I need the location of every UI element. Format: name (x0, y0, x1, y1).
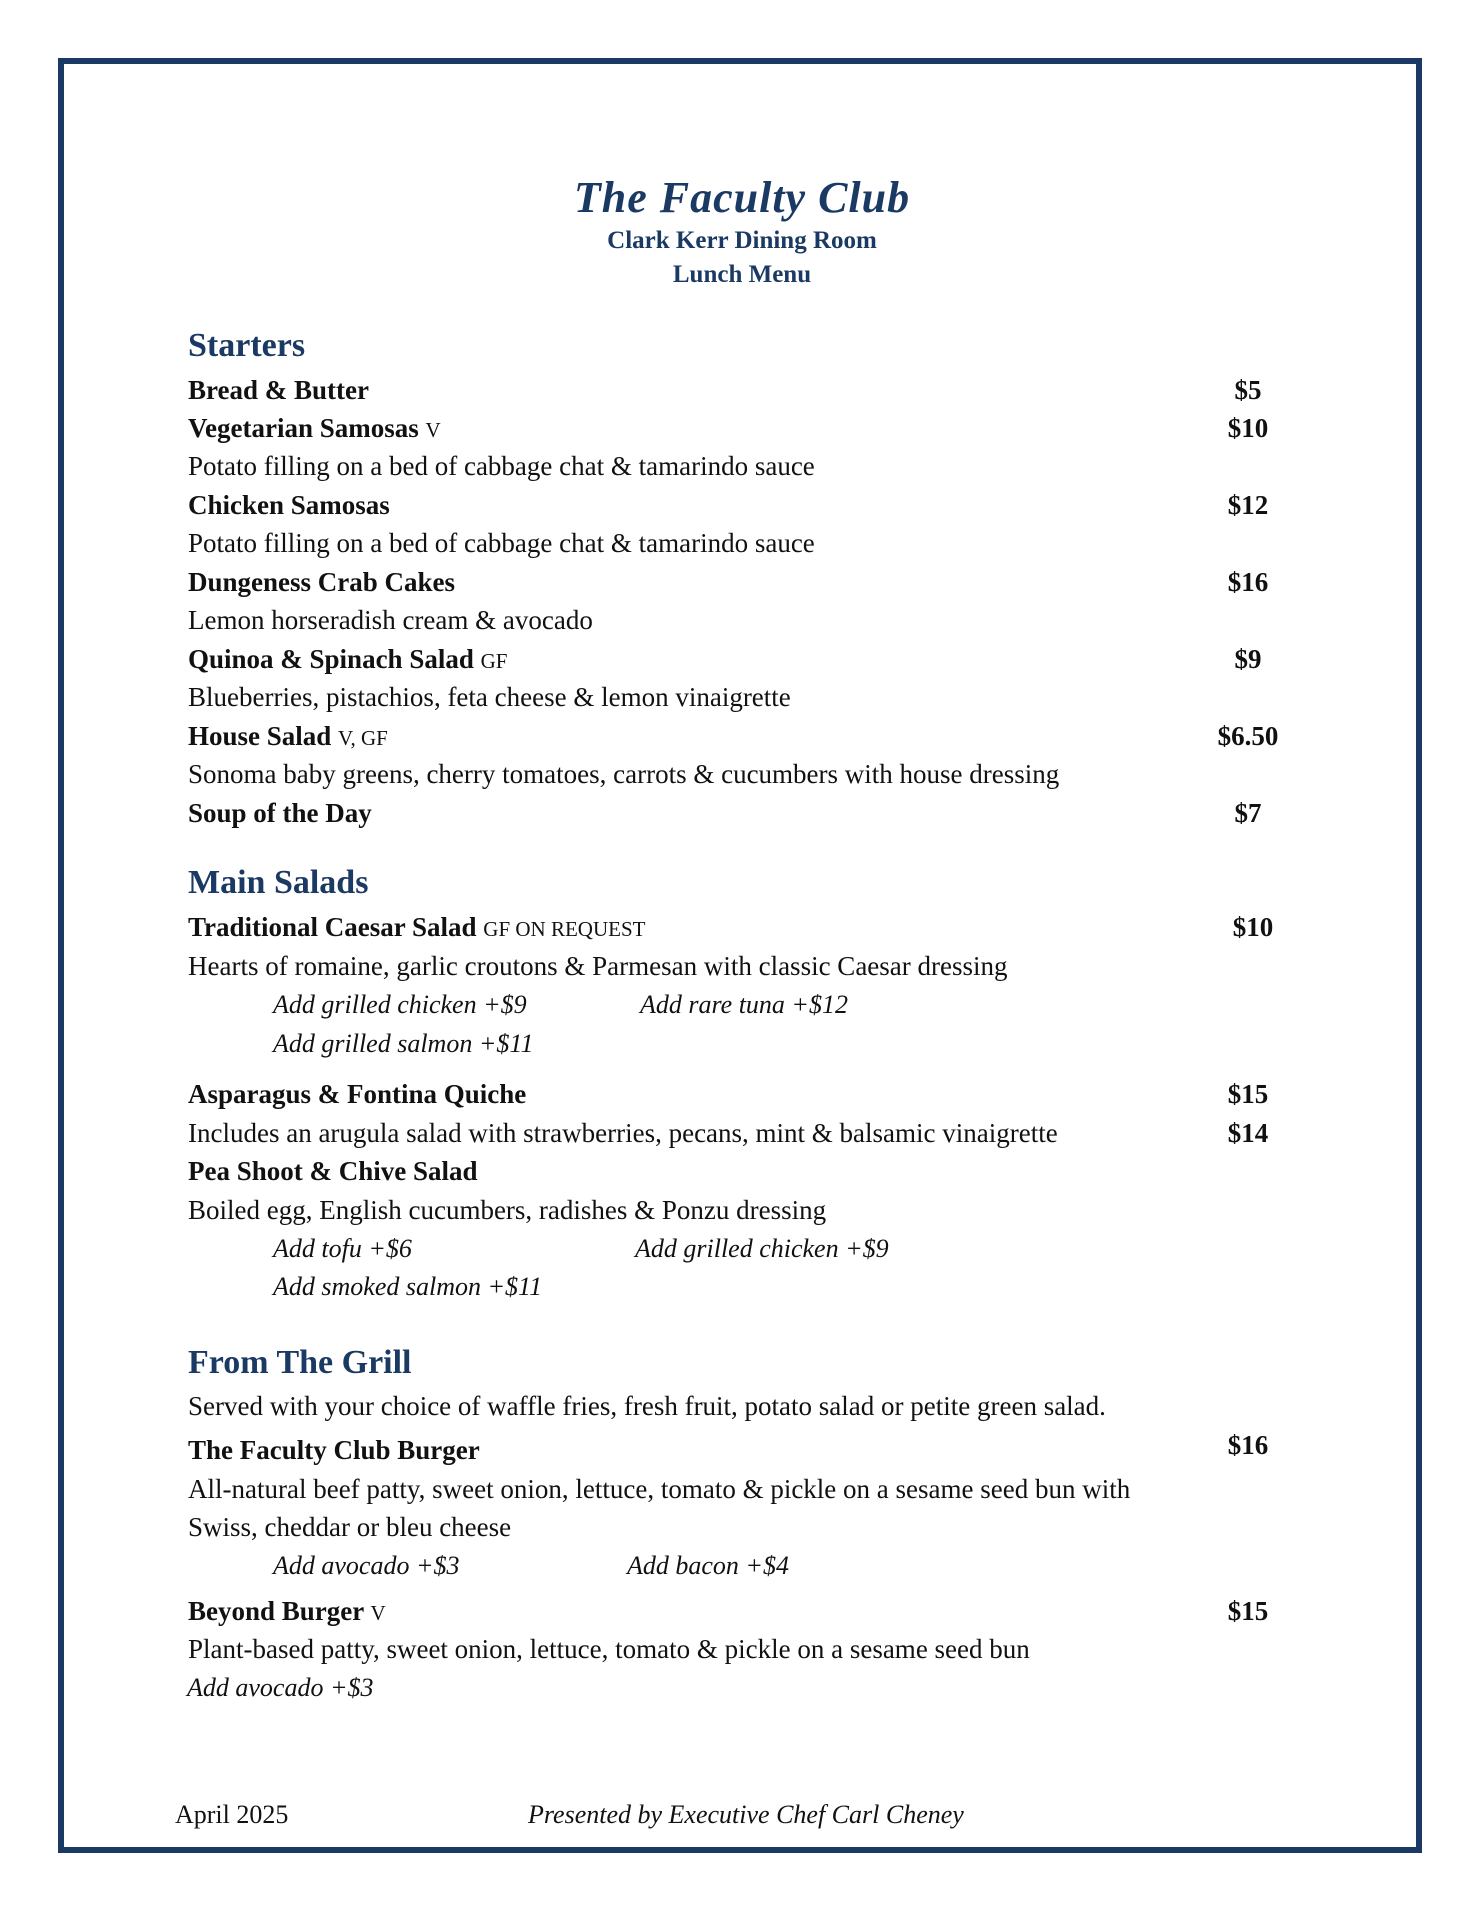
menu-item-name: Vegetarian Samosas V (188, 413, 441, 443)
dietary-tag: V (425, 418, 441, 442)
addon-option: Add avocado +$3 (187, 1673, 374, 1702)
addon-option: Add smoked salmon +$11 (273, 1272, 543, 1301)
menu-date: April 2025 (175, 1800, 289, 1829)
menu-item-name: Asparagus & Fontina Quiche (188, 1079, 527, 1109)
dining-room-name: Clark Kerr Dining Room (607, 227, 877, 254)
chef-credit: Presented by Executive Chef Carl Cheney (528, 1800, 964, 1829)
addon-option: Add rare tuna +$12 (640, 990, 848, 1019)
addon-option: Add grilled chicken +$9 (273, 990, 527, 1019)
menu-type: Lunch Menu (672, 261, 812, 288)
menu-item-price: $15 (1227, 1596, 1269, 1626)
menu-item-description: Blueberries, pistachios, feta cheese & lemon vinaigrette (188, 682, 791, 712)
menu-item-description: Potato filling on a bed of cabbage chat & tamarindo sauce (188, 528, 815, 558)
section-title-starters: Starters (188, 327, 306, 364)
menu-item-name: Traditional Caesar Salad GF ON REQUEST (188, 912, 646, 942)
menu-item-name: The Faculty Club Burger (188, 1435, 480, 1465)
menu-item-name: House Salad V, GF (188, 721, 388, 751)
menu-item-price: $7 (1234, 798, 1262, 828)
section-title-grill: From The Grill (188, 1344, 412, 1381)
menu-item-name: Beyond Burger V (188, 1596, 386, 1626)
menu-item-description: Lemon horseradish cream & avocado (188, 605, 593, 635)
menu-item-description: Plant-based patty, sweet onion, lettuce, tomato & pickle on a sesame seed bun (188, 1634, 1030, 1664)
menu-item-description: Boiled egg, English cucumbers, radishes & Ponzu dressing (188, 1195, 827, 1225)
menu-item-name: Pea Shoot & Chive Salad (188, 1156, 478, 1186)
addon-option: Add avocado +$3 (273, 1551, 460, 1580)
menu-item-price: $16 (1227, 567, 1269, 597)
menu-item-price: $10 (1232, 912, 1274, 942)
dietary-tag: GF (480, 649, 508, 673)
addon-option: Add grilled salmon +$11 (273, 1029, 534, 1058)
addon-option: Add grilled chicken +$9 (635, 1234, 889, 1263)
addon-option: Add tofu +$6 (273, 1234, 412, 1263)
addon-option: Add bacon +$4 (627, 1551, 789, 1580)
menu-item-name: Soup of the Day (188, 798, 372, 828)
menu-item-description: Includes an arugula salad with strawberries, pecans, mint & balsamic vinaigrette (188, 1118, 1058, 1148)
dietary-tag: V (370, 1601, 386, 1625)
menu-item-name: Chicken Samosas (188, 490, 390, 520)
menu-item-price: $10 (1227, 413, 1269, 443)
menu-item-price: $5 (1234, 375, 1262, 405)
menu-item-price: $14 (1227, 1118, 1269, 1148)
menu-item-name: Quinoa & Spinach Salad GF (188, 644, 508, 674)
menu-item-price: $9 (1234, 644, 1262, 674)
club-title: The Faculty Club (573, 173, 911, 222)
menu-item-price: $15 (1227, 1079, 1269, 1109)
menu-item-name: Bread & Butter (188, 375, 369, 405)
section-intro: Served with your choice of waffle fries, fresh fruit, potato salad or petite green salad. (188, 1391, 1106, 1421)
section-title-main-salads: Main Salads (188, 864, 369, 901)
menu-item-name: Dungeness Crab Cakes (188, 567, 456, 597)
menu-item-description: All-natural beef patty, sweet onion, lettuce, tomato & pickle on a sesame seed bun with (188, 1474, 1131, 1504)
menu-item-price: $6.50 (1217, 721, 1279, 751)
menu-item-description: Hearts of romaine, garlic croutons & Parmesan with classic Caesar dressing (188, 951, 1008, 981)
menu-item-description: Sonoma baby greens, cherry tomatoes, carrots & cucumbers with house dressing (188, 759, 1060, 789)
menu-item-description: Potato filling on a bed of cabbage chat & tamarindo sauce (188, 451, 815, 481)
dietary-tag: V, GF (338, 726, 388, 750)
menu-item-description: Swiss, cheddar or bleu cheese (188, 1512, 512, 1542)
dietary-tag: GF ON REQUEST (483, 917, 646, 941)
menu-item-price: $12 (1227, 490, 1269, 520)
menu-item-price: $16 (1227, 1430, 1269, 1460)
